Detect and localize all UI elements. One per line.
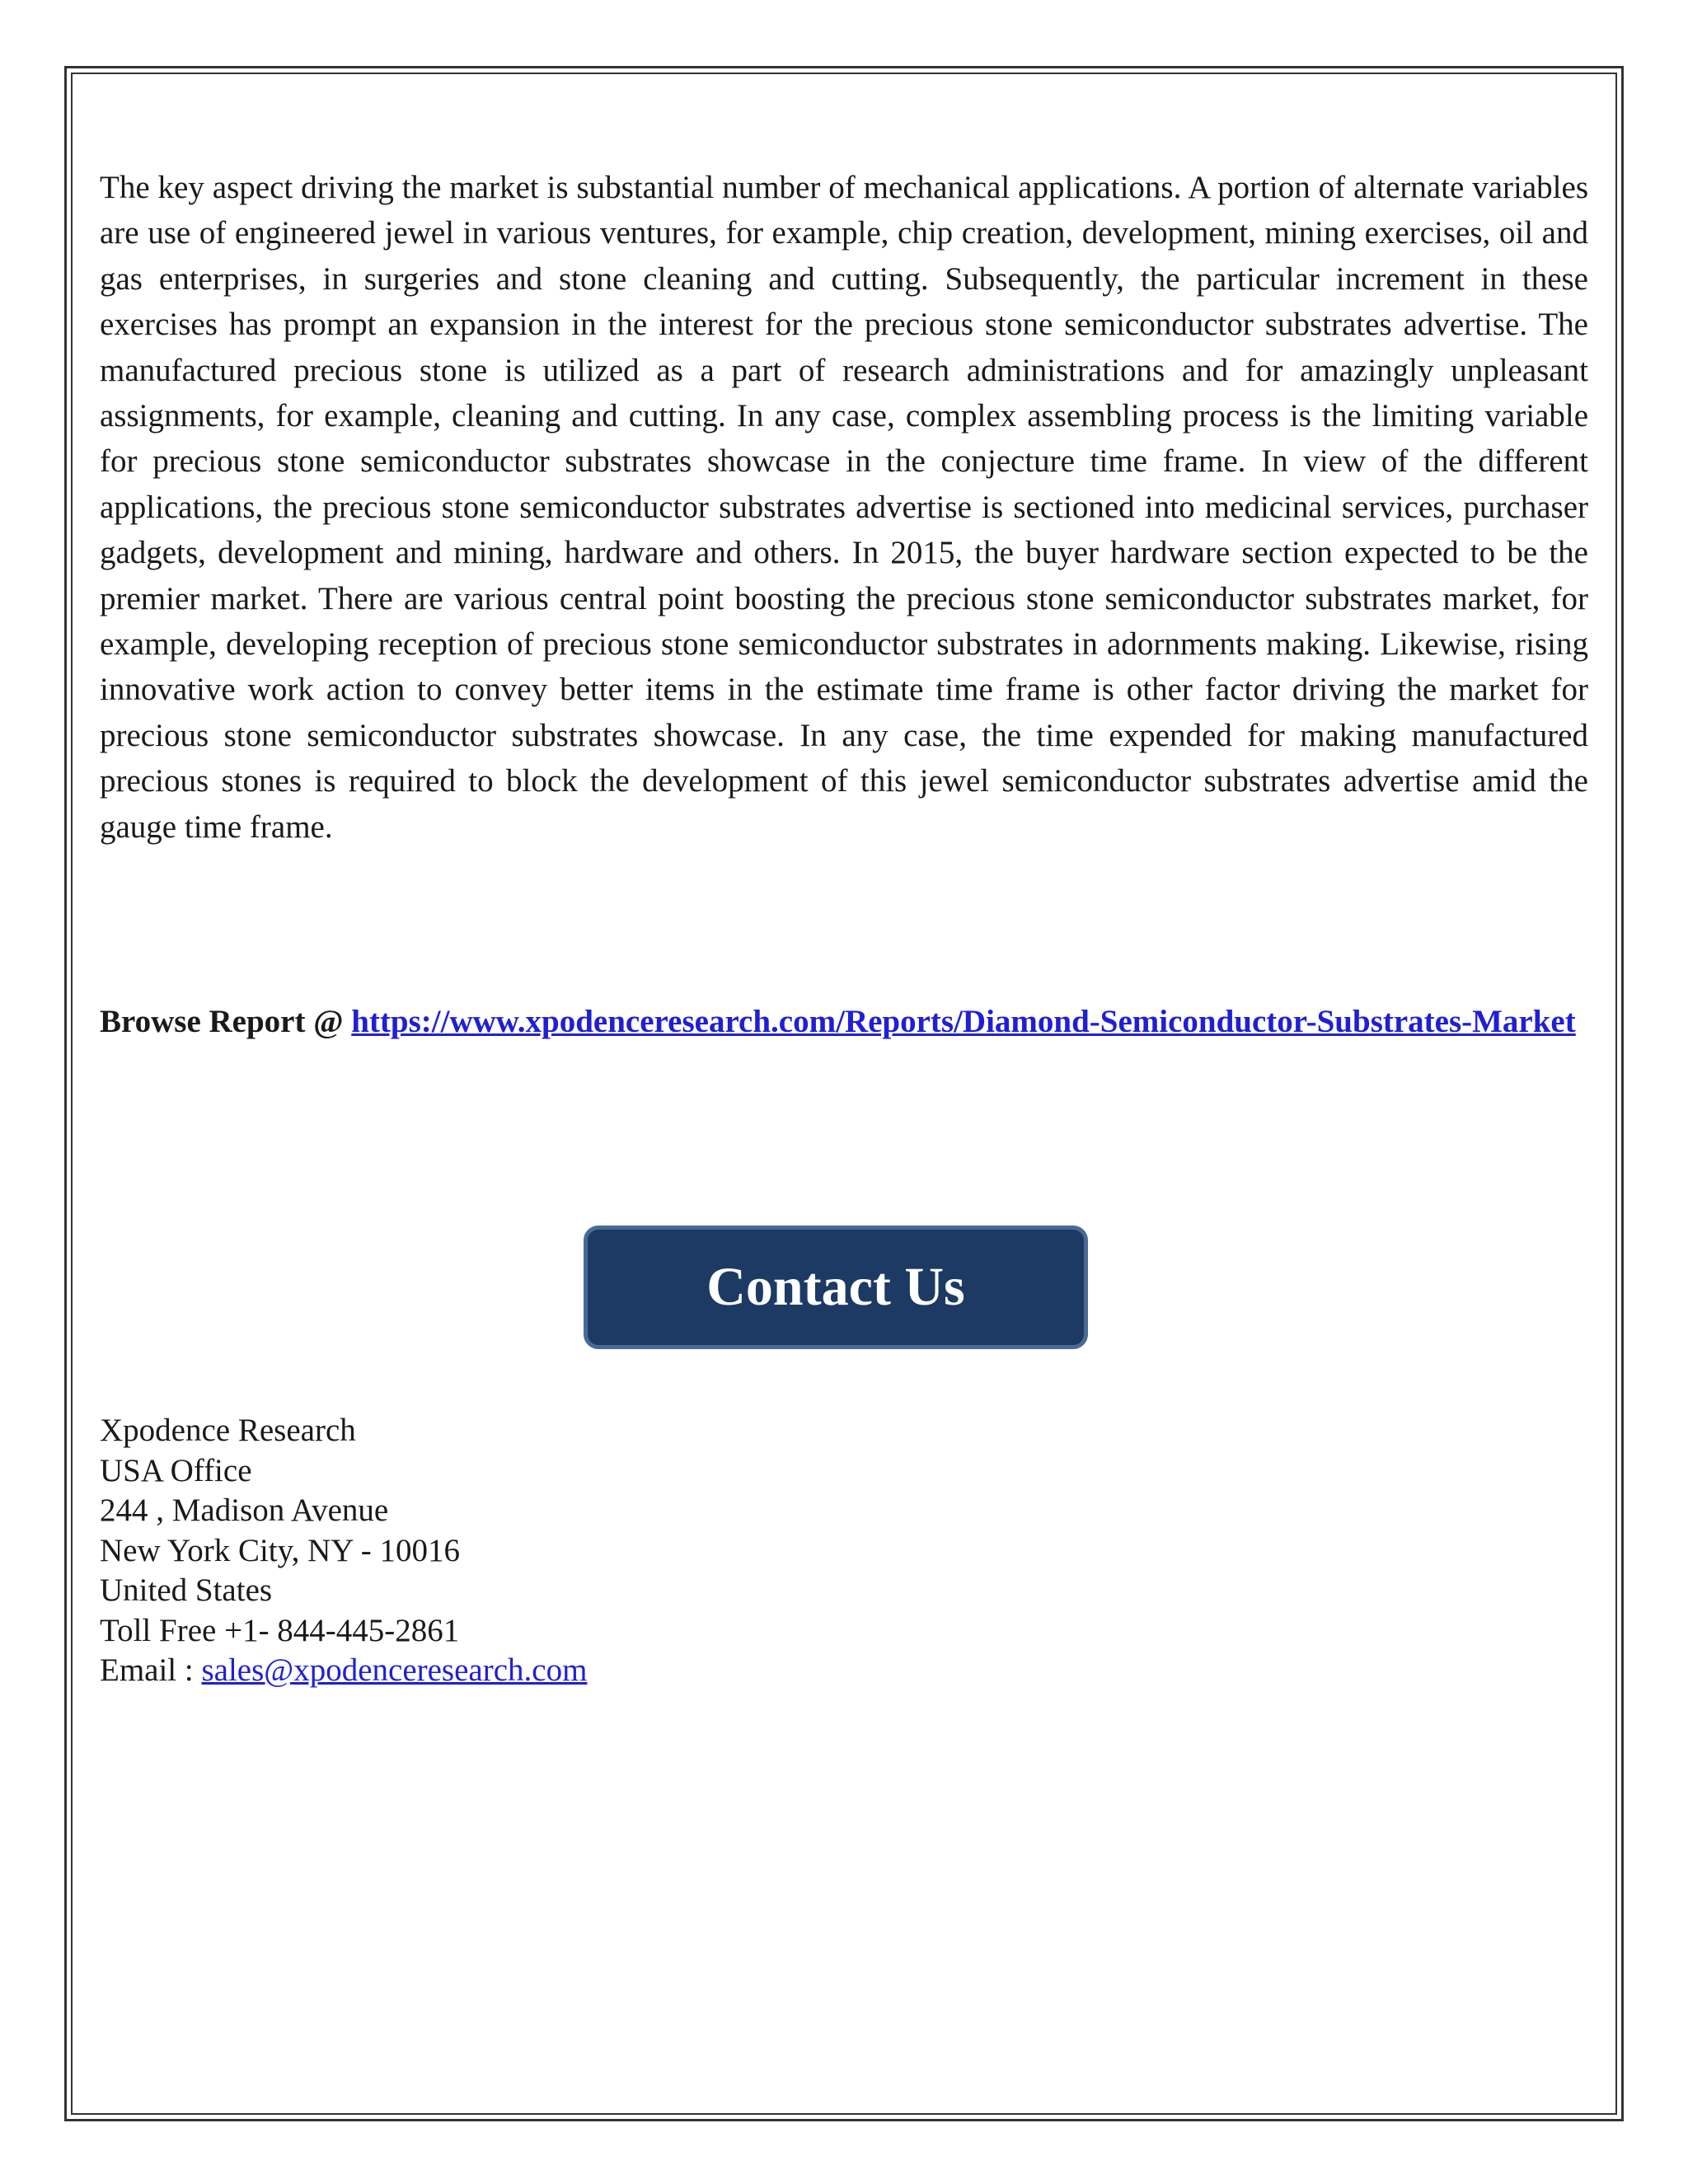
street-address: 244 , Madison Avenue: [100, 1493, 389, 1528]
main-content: [100, 165, 1588, 850]
phone-line: Toll Free +1- 844-445-2861: [100, 1612, 460, 1648]
email-link[interactable]: sales@xpodenceresearch.com: [201, 1652, 588, 1688]
company-name: Xpodence Research: [100, 1413, 356, 1448]
email-line: [100, 1651, 587, 1691]
city-line: New York City, NY - 10016: [100, 1532, 460, 1568]
country-line: United States: [100, 1572, 273, 1608]
body-paragraph: The key aspect driving the market is substantial number of mechanical applications. A portion of alternate variables are use of engineered jewel in various ventures, for example, chip creation, development, mining exercises, oil and gas enterprises, in surgeries and stone cleaning and cutting. Subsequently, the particular increment in these exercises has prompt an expansion in the interest for the precious stone semiconductor substrates advertise. The manufactured precious stone is utilized as a part of research administrations and for amazingly unpleasant assignments, for example, cleaning and cutting. In any case, complex assembling process is the limiting variable for precious stone semiconductor substrates showcase in the conjecture time frame. In view of the different applications, the precious stone semiconductor substrates advertise is sectioned into medicinal services, purchaser gadgets, development and mining, hardware and others. In 2015, the buyer hardware section expected to be the premier market. There are various central point boosting the precious stone semiconductor substrates market, for example, developing reception of precious stone semiconductor substrates in adornments making. Likewise, rising innovative work action to convey better items in the estimate time frame is other factor driving the market for precious stone semiconductor substrates showcase. In any case, the time expended for making manufactured precious stones is required to block the development of this jewel semiconductor substrates advertise amid the gauge time frame.: [100, 170, 1588, 845]
office-label: USA Office: [100, 1452, 252, 1488]
browse-report-line: [100, 999, 1588, 1045]
contact-us-label: Contact Us: [706, 1257, 965, 1317]
contact-us-button[interactable]: [584, 1226, 1088, 1349]
email-label: Email :: [100, 1652, 202, 1688]
report-link[interactable]: https://www.xpodenceresearch.com/Reports/Diamond-Semiconductor-Substrates-Market: [351, 1004, 1576, 1039]
browse-report-label: Browse Report @: [100, 1004, 352, 1039]
address-block: [100, 1411, 587, 1691]
